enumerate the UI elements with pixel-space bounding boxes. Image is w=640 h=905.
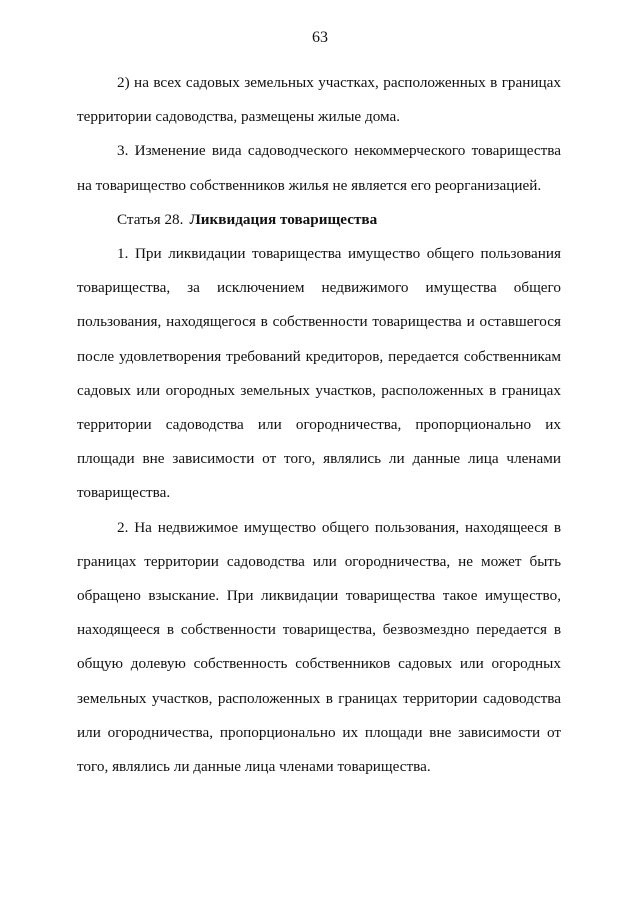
paragraph-point-3: 3. Изменение вида садоводческого некоммерческого товарищества на товарищество собственников жилья не является его реорганизацией. <box>77 142 561 194</box>
document-body <box>77 66 561 784</box>
article-paragraph-1: 1. При ликвидации товарищества имущество общего пользования товарищества, за исключением недвижимого имущества общего пользования, находящегося в собственности товарищества и оставшегося после удовлетворения требований кредиторов, передается собственникам садовых или огородных земельных участков, расположенных в границах территории садоводства или огородничества, пропорционально их площади вне зависимости от того, являлись ли данные лица членами товарищества. <box>77 245 561 502</box>
paragraph-subpoint-2: 2) на всех садовых земельных участках, расположенных в границах территории садоводства, размещены жилые дома. <box>77 74 561 126</box>
article-paragraph-2: 2. На недвижимое имущество общего пользования, находящееся в границах территории садоводства или огородничества, не может быть обращено взыскание. При ликвидации товарищества такое имущество, находящееся в собственности товарищества, безвозмездно передается в общую долевую собственность собственников садовых или огородных земельных участков, расположенных в границах территории садоводства или огородничества, пропорционально их площади вне зависимости от того, являлись ли данные лица членами товарищества. <box>77 518 561 776</box>
article-title: Ликвидация товарищества <box>189 210 378 228</box>
page-number: 63 <box>312 29 328 46</box>
article-label: Статья 28. <box>117 210 184 228</box>
article-heading <box>77 203 561 237</box>
